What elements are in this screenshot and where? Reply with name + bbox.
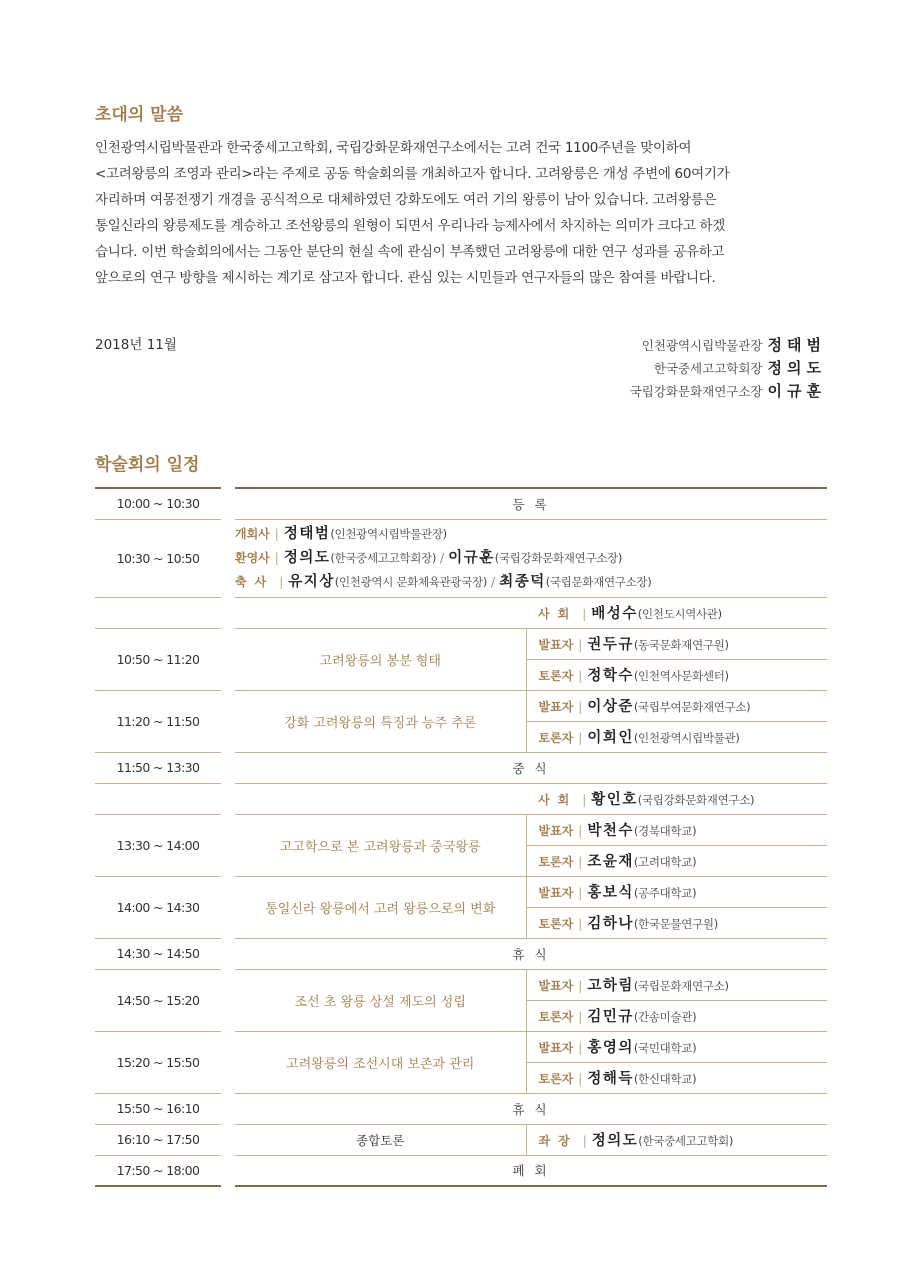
presenter-cell [526, 969, 827, 1000]
affiliation: (고려대학교) [633, 855, 697, 869]
person-name: 홍영의 [587, 1040, 634, 1056]
person-name: 정태범 [283, 526, 331, 542]
opening-line [235, 570, 827, 594]
affiliation: (국립부여문화재연구소) [633, 700, 751, 714]
separator: | [578, 669, 583, 683]
person-name: 배성수 [591, 606, 638, 622]
affiliation: (경북대학교) [633, 824, 697, 838]
table-row [95, 876, 827, 907]
affiliation: (국립문화재연구소장) [545, 575, 652, 589]
discussant-cell [526, 1000, 827, 1031]
separator: | [582, 1134, 587, 1148]
discussant-cell [526, 659, 827, 690]
role-label: 토론자 [538, 1072, 574, 1086]
intro-line: 통일신라의 왕릉제도를 계승하고 조선왕릉의 원형이 되면서 우리나라 능제사에서 차지하는 의미가 크다고 하겠 [95, 218, 725, 234]
person-name: 이희인 [587, 730, 634, 746]
separator: | [578, 886, 583, 900]
role-label: 발표자 [538, 700, 574, 714]
session-title: 통일신라 왕릉에서 고려 왕릉으로의 변화 [228, 876, 526, 938]
presenter-cell [526, 814, 827, 845]
opening-line [235, 522, 827, 546]
schedule-table [95, 487, 827, 1187]
separator: | [578, 1072, 583, 1086]
table-row [95, 1155, 827, 1186]
affiliation: (한국중세고고학회장) [330, 551, 437, 565]
session-title: 고려왕릉의 봉분 형태 [228, 628, 526, 690]
event-cell: 휴 식 [228, 1093, 827, 1124]
signer-name: 정태범 [767, 336, 826, 354]
affiliation: (인천도시역사관) [637, 607, 722, 621]
table-row [95, 690, 827, 721]
separator: | [578, 824, 583, 838]
separator: | [578, 638, 583, 652]
affiliation: (국립강화문화재연구소) [637, 793, 755, 807]
affiliation: (인천광역시립박물관) [633, 731, 740, 745]
table-row [95, 597, 827, 628]
person-name: 권두규 [587, 637, 634, 653]
person-name: 황인호 [591, 792, 638, 808]
time-cell: 10:50 ~ 11:20 [95, 628, 228, 690]
session-title: 고려왕릉의 조선시대 보존과 관리 [228, 1031, 526, 1093]
role-label: 토론자 [538, 917, 574, 931]
signer-name: 정의도 [767, 359, 826, 377]
affiliation: (인천역사문화센터) [633, 669, 729, 683]
intro-paragraph [95, 135, 830, 291]
signer-title: 인천광역시립박물관장 [641, 338, 763, 353]
role-label: 발표자 [538, 886, 574, 900]
time-cell [95, 597, 228, 628]
opening-cell [228, 519, 827, 597]
presenter-cell [526, 690, 827, 721]
person-name: 정의도 [283, 550, 331, 566]
affiliation: (간송미술관) [633, 1010, 697, 1024]
role-label: 토론자 [538, 1010, 574, 1024]
table-row [95, 488, 827, 519]
separator: | [582, 607, 587, 621]
separator: | [274, 551, 279, 565]
role-label: 사회 [538, 607, 578, 621]
table-row [95, 1031, 827, 1062]
person-name: 조윤재 [587, 854, 634, 870]
issue-date: 2018년 11월 [95, 337, 177, 353]
person-name: 정해득 [587, 1071, 634, 1087]
person-name: 김하나 [587, 916, 634, 932]
person-name: 정학수 [587, 668, 634, 684]
affiliation: (국립문화재연구소) [633, 979, 729, 993]
schedule-heading: 학술회의 일정 [95, 455, 200, 475]
time-cell: 13:30 ~ 14:00 [95, 814, 228, 876]
role-label: 토론자 [538, 669, 574, 683]
intro-line: 인천광역시립박물관과 한국중세고고학회, 국립강화문화재연구소에서는 고려 건국 1100주년을 맞이하여 [95, 140, 692, 156]
separator: | [582, 793, 587, 807]
role-label: 발표자 [538, 979, 574, 993]
affiliation: (공주대학교) [633, 886, 697, 900]
presenter-cell [526, 628, 827, 659]
separator: | [578, 731, 583, 745]
time-cell: 11:20 ~ 11:50 [95, 690, 228, 752]
time-cell: 14:30 ~ 14:50 [95, 938, 228, 969]
signer-title: 국립강화문화재연구소장 [629, 384, 763, 399]
table-row [95, 1093, 827, 1124]
table-row [95, 752, 827, 783]
affiliation: (한국중세고고학회) [638, 1134, 734, 1148]
signers-block [630, 333, 826, 402]
table-row [95, 783, 827, 814]
table-row [95, 1124, 827, 1155]
event-cell: 등 록 [228, 488, 827, 519]
separator: | [578, 1041, 583, 1055]
separator: | [578, 917, 583, 931]
intro-line: <고려왕릉의 조영과 관리>라는 주제로 공동 학술회의를 개최하고자 합니다. 고려왕릉은 개성 주변에 60여기가 [95, 166, 730, 182]
empty-cell [228, 597, 526, 628]
time-cell: 10:30 ~ 10:50 [95, 519, 228, 597]
person-name: 박천수 [587, 823, 634, 839]
person-name: 정의도 [591, 1133, 639, 1149]
signer-row [630, 379, 826, 402]
empty-cell [228, 783, 526, 814]
discussant-cell [526, 1062, 827, 1093]
signer-name: 이규훈 [767, 382, 826, 400]
intro-heading: 초대의 말씀 [95, 105, 184, 125]
discussant-cell [526, 845, 827, 876]
event-cell: 폐 회 [228, 1155, 827, 1186]
session-title: 조선 초 왕릉 상설 제도의 성립 [228, 969, 526, 1031]
time-cell: 15:50 ~ 16:10 [95, 1093, 228, 1124]
table-row [95, 969, 827, 1000]
role-label: 토론자 [538, 855, 574, 869]
time-cell: 11:50 ~ 13:30 [95, 752, 228, 783]
separator: | [279, 575, 284, 589]
chair-cell [526, 1124, 827, 1155]
slash-divider: / [491, 574, 496, 589]
event-cell: 휴 식 [228, 938, 827, 969]
role-label: 사회 [538, 793, 578, 807]
affiliation: (국립강화문화재연구소장) [494, 551, 623, 565]
discussant-cell [526, 907, 827, 938]
role-label: 토론자 [538, 731, 574, 745]
role-label: 발표자 [538, 638, 574, 652]
session-title: 강화 고려왕릉의 특징과 능주 추론 [228, 690, 526, 752]
separator: | [578, 1010, 583, 1024]
panel-title: 종합토론 [228, 1124, 526, 1155]
person-name: 이상준 [587, 699, 634, 715]
role-label: 환영사 [235, 551, 270, 565]
affiliation: (인천광역시 문화체육관광국장) [334, 575, 488, 589]
signer-row [630, 333, 826, 356]
table-row [95, 628, 827, 659]
table-row [95, 814, 827, 845]
person-name: 고하림 [587, 978, 634, 994]
signer-row [630, 356, 826, 379]
session-title: 고고학으로 본 고려왕릉과 중국왕릉 [228, 814, 526, 876]
presenter-cell [526, 876, 827, 907]
time-cell: 14:00 ~ 14:30 [95, 876, 228, 938]
time-cell: 16:10 ~ 17:50 [95, 1124, 228, 1155]
time-cell: 17:50 ~ 18:00 [95, 1155, 228, 1186]
separator: | [578, 700, 583, 714]
person-name: 유지상 [288, 574, 335, 590]
intro-line: 자리하며 여몽전쟁기 개경을 공식적으로 대체하였던 강화도에도 여러 기의 왕릉이 남아 있습니다. 고려왕릉은 [95, 192, 717, 208]
time-cell: 14:50 ~ 15:20 [95, 969, 228, 1031]
discussant-cell [526, 721, 827, 752]
role-label: 발표자 [538, 824, 574, 838]
role-label: 좌장 [538, 1134, 578, 1148]
event-cell: 중 식 [228, 752, 827, 783]
time-cell: 15:20 ~ 15:50 [95, 1031, 228, 1093]
table-row [95, 519, 827, 597]
role-label: 개회사 [235, 527, 270, 541]
opening-line [235, 546, 827, 570]
presenter-cell [526, 1031, 827, 1062]
role-label: 축사 [235, 575, 275, 589]
separator: | [578, 855, 583, 869]
person-name: 최종덕 [499, 574, 546, 590]
person-name: 김민규 [587, 1009, 634, 1025]
affiliation: (인천광역시립박물관장) [330, 527, 447, 541]
affiliation: (국민대학교) [633, 1041, 697, 1055]
person-name: 이규훈 [448, 550, 495, 566]
affiliation: (동국문화재연구원) [633, 638, 729, 652]
person-name: 홍보식 [587, 885, 634, 901]
intro-line: 습니다. 이번 학술회의에서는 그동안 분단의 현실 속에 관심이 부족했던 고려왕릉에 대한 연구 성과를 공유하고 [95, 244, 725, 260]
chair-cell [526, 597, 827, 628]
separator: | [274, 527, 279, 541]
signer-title: 한국중세고고학회장 [653, 361, 763, 376]
chair-cell [526, 783, 827, 814]
affiliation: (한국문물연구원) [633, 917, 718, 931]
slash-divider: / [440, 550, 445, 565]
role-label: 발표자 [538, 1041, 574, 1055]
table-row [95, 938, 827, 969]
separator: | [578, 979, 583, 993]
affiliation: (한신대학교) [633, 1072, 697, 1086]
time-cell [95, 783, 228, 814]
time-cell: 10:00 ~ 10:30 [95, 488, 228, 519]
intro-line: 앞으로의 연구 방향을 제시하는 계기로 삼고자 합니다. 관심 있는 시민들과 연구자들의 많은 참여를 바랍니다. [95, 270, 716, 286]
